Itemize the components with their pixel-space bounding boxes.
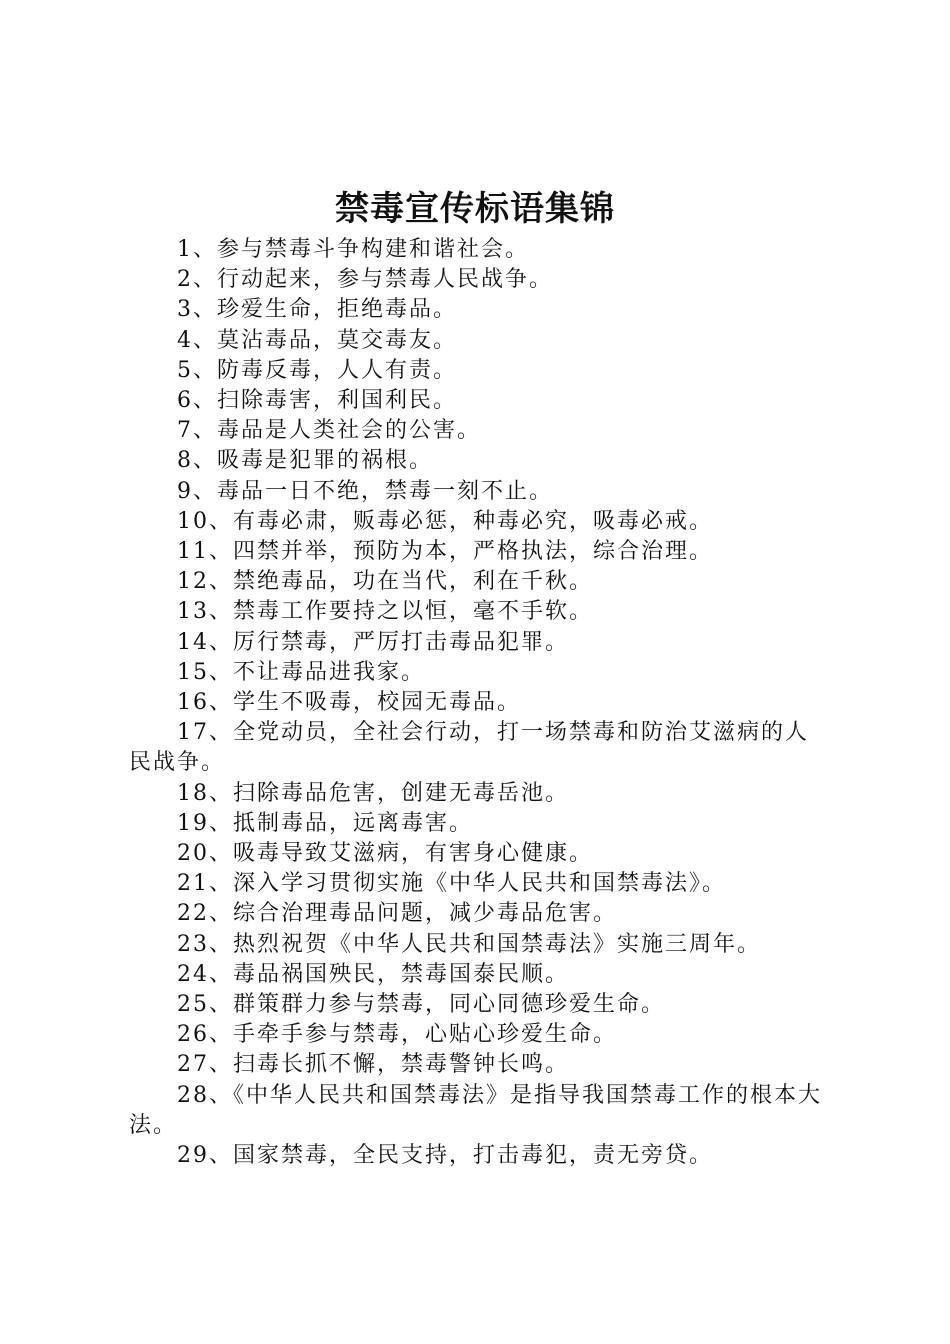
list-item: 14、厉行禁毒，严厉打击毒品犯罪。 <box>177 629 569 655</box>
list-item: 9、毒品一日不绝，禁毒一刻不止。 <box>177 478 553 504</box>
list-item: 7、毒品是人类社会的公害。 <box>177 418 481 444</box>
list-item: 12、禁绝毒品，功在当代，利在千秋。 <box>177 569 593 595</box>
list-item: 5、防毒反毒，人人有责。 <box>177 357 457 383</box>
list-item: 28、《中华人民共和国禁毒法》是指导我国禁毒工作的根本大法。 <box>129 1082 822 1138</box>
list-item: 4、莫沾毒品，莫交毒友。 <box>177 327 457 353</box>
list-item: 29、国家禁毒，全民支持，打击毒犯，责无旁贷。 <box>177 1143 713 1169</box>
page-title: 禁毒宣传标语集锦 <box>335 189 615 229</box>
list-item: 26、手牵手参与禁毒，心贴心珍爱生命。 <box>177 1022 617 1048</box>
list-item: 1、参与禁毒斗争构建和谐社会。 <box>177 237 529 262</box>
list-item: 15、不让毒品进我家。 <box>177 659 425 685</box>
list-item: 23、热烈祝贺《中华人民共和国禁毒法》实施三周年。 <box>177 931 761 957</box>
list-item: 22、综合治理毒品问题，减少毒品危害。 <box>177 901 617 927</box>
list-item: 24、毒品祸国殃民，禁毒国泰民顺。 <box>177 961 569 987</box>
list-item: 3、珍爱生命，拒绝毒品。 <box>177 297 457 323</box>
list-item: 6、扫除毒害，利国利民。 <box>177 388 457 414</box>
list-item: 17、全党动员，全社会行动，打一场禁毒和防治艾滋病的人民战争。 <box>129 720 809 776</box>
list-item: 21、深入学习贯彻实施《中华人民共和国禁毒法》。 <box>177 871 726 897</box>
list-item: 10、有毒必肃，贩毒必惩，种毒必究，吸毒必戒。 <box>177 508 713 534</box>
list-item: 25、群策群力参与禁毒，同心同德珍爱生命。 <box>177 992 665 1018</box>
list-item: 13、禁毒工作要持之以恒，毫不手软。 <box>177 599 593 625</box>
list-item: 20、吸毒导致艾滋病，有害身心健康。 <box>177 841 593 867</box>
list-item: 16、学生不吸毒，校园无毒品。 <box>177 690 521 716</box>
list-item: 18、扫除毒品危害，创建无毒岳池。 <box>177 780 569 806</box>
list-item: 11、四禁并举，预防为本，严格执法，综合治理。 <box>177 539 713 565</box>
list-item: 8、吸毒是犯罪的祸根。 <box>177 448 433 474</box>
list-item: 27、扫毒长抓不懈，禁毒警钟长鸣。 <box>177 1052 569 1078</box>
slogan-list <box>129 235 831 1171</box>
list-item: 19、抵制毒品，远离毒害。 <box>177 810 473 836</box>
list-item: 2、行动起来，参与禁毒人民战争。 <box>177 267 553 293</box>
